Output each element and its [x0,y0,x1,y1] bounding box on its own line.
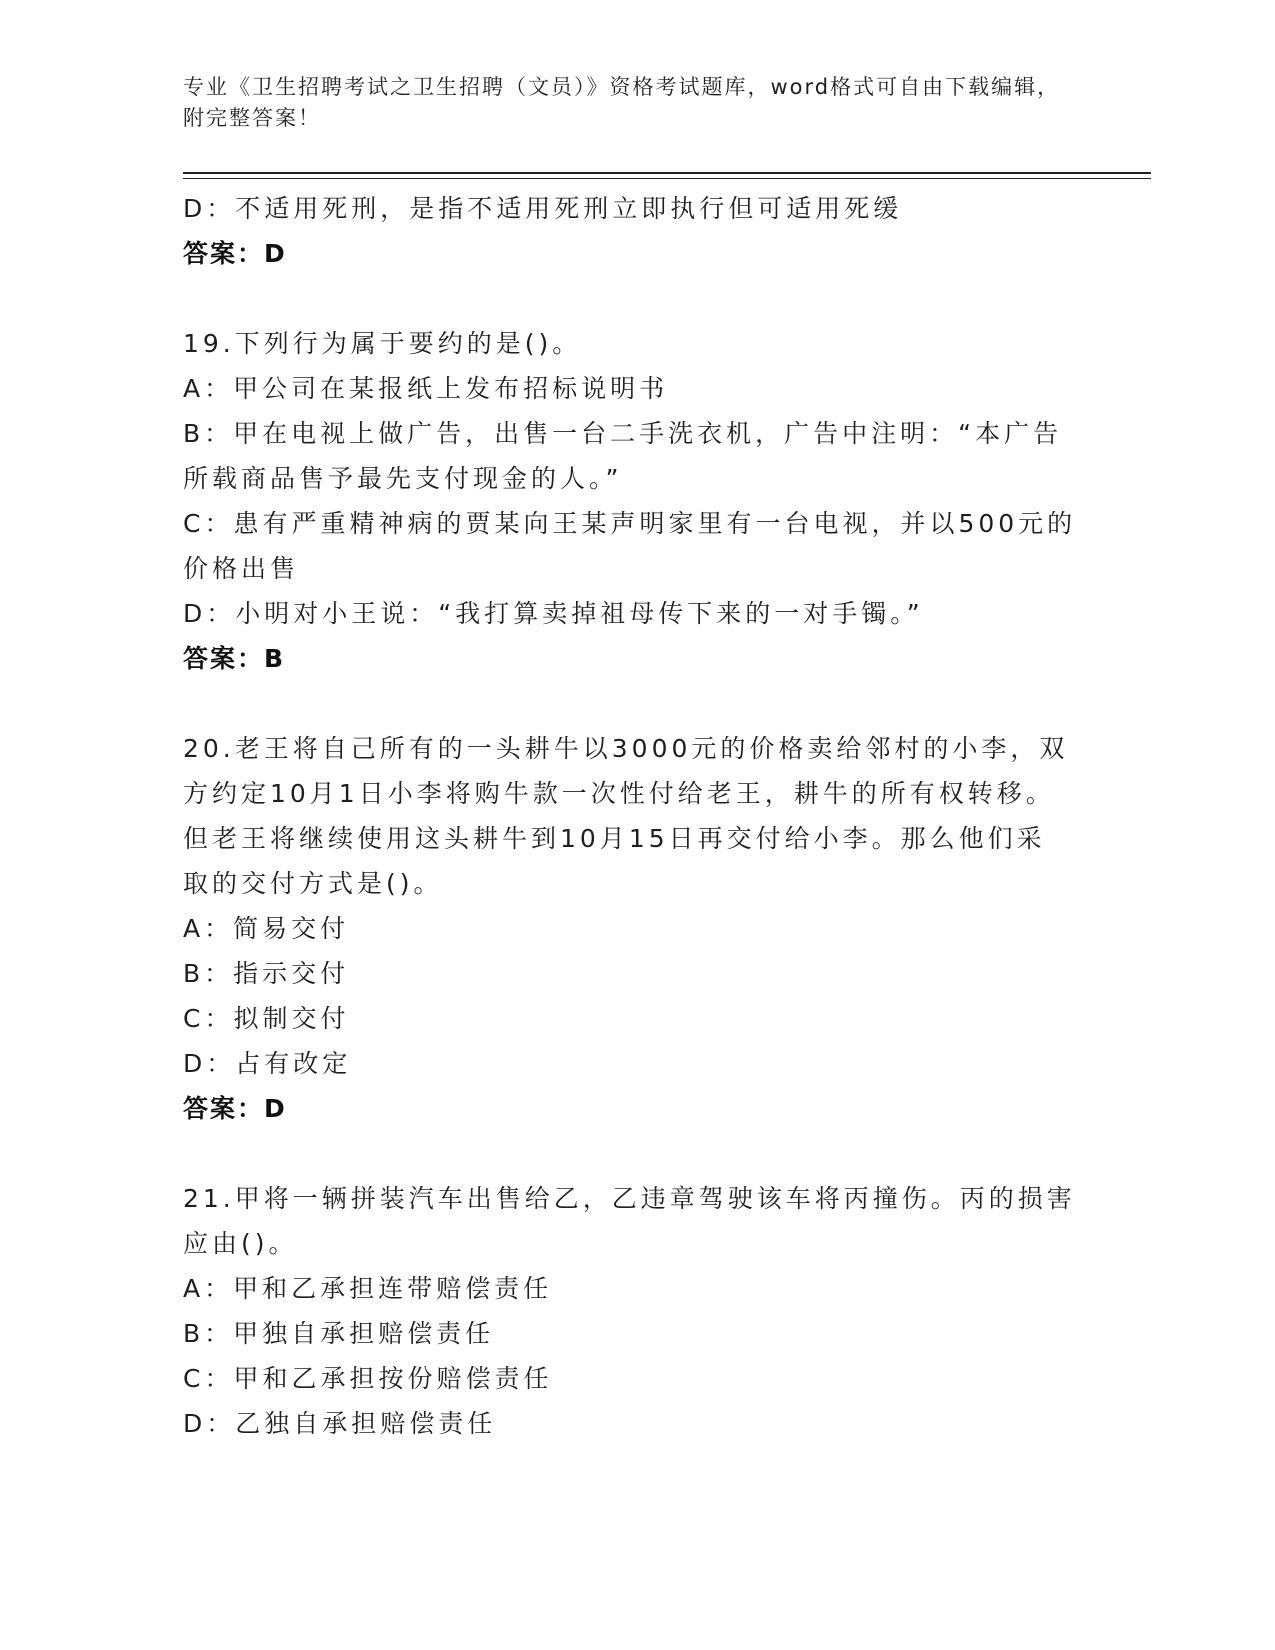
stem-line: 取的交付方式是()。 [183,869,443,898]
option-d: D：不适用死刑，是指不适用死刑立即执行但可适用死缓 [183,194,903,223]
option-b: B：指示交付 [183,959,350,988]
option-a [183,366,1083,411]
answer-line: 答案：B [183,644,286,673]
stem-line: 21.甲将一辆拼装汽车出售给乙，乙违章驾驶该车将丙撞伤。丙的损害 [183,1184,1076,1213]
stem-line: 20.老王将自己所有的一头耕牛以3000元的价格卖给邻村的小李，双 [183,734,1069,763]
previous-question-fragment [183,186,1083,276]
stem-line: 但老王将继续使用这头耕牛到10月15日再交付给小李。那么他们采 [183,824,1046,853]
option-line: 价格出售 [183,554,300,583]
option-d [183,591,1083,636]
option-d: D：占有改定 [183,1049,352,1078]
option-line: C：患有严重精神病的贾某向王某声明家里有一台电视，并以500元的 [183,509,1077,538]
page-header: 专业《卫生招聘考试之卫生招聘（文员）》资格考试题库，word格式可自由下载编辑，附完整答案！ [183,75,1061,130]
option-line: A：甲公司在某报纸上发布招标说明书 [183,374,669,403]
option-a: A：甲和乙承担连带赔偿责任 [183,1274,553,1303]
question-19 [183,321,1083,681]
option-c [183,501,1083,591]
answer-line: 答案：D [183,239,287,268]
option-b: B：甲独自承担赔偿责任 [183,1319,495,1348]
question-stem [183,1176,1083,1266]
stem-line: 19.下列行为属于要约的是()。 [183,329,582,358]
option-line: 所载商品售予最先支付现金的人。” [183,464,623,493]
stem-line: 方约定10月1日小李将购牛款一次性付给老王，耕牛的所有权转移。 [183,779,1055,808]
option-b [183,411,1083,501]
stem-line: 应由()。 [183,1229,298,1258]
option-line: D：小明对小王说：“我打算卖掉祖母传下来的一对手镯。” [183,599,924,628]
option-line: B：甲在电视上做广告，出售一台二手洗衣机，广告中注明：“本广告 [183,419,1063,448]
header-rule-top [183,172,1151,174]
header-rule-bottom [183,178,1151,179]
option-d: D：乙独自承担赔偿责任 [183,1409,497,1438]
question-21 [183,1176,1083,1446]
option-c: C：甲和乙承担按份赔偿责任 [183,1364,553,1393]
question-20 [183,726,1083,1131]
question-stem [183,726,1083,906]
option-a: A：简易交付 [183,914,350,943]
answer-line: 答案：D [183,1094,287,1123]
document-body [183,186,1083,1446]
question-stem [183,321,1083,366]
option-c: C：拟制交付 [183,1004,350,1033]
